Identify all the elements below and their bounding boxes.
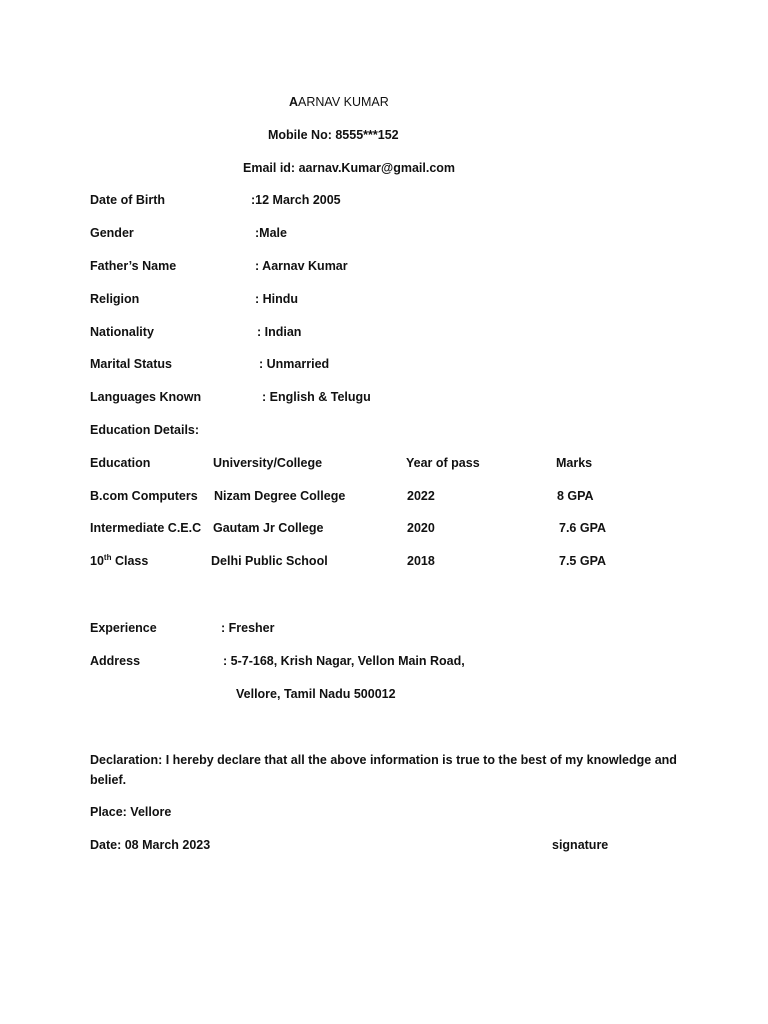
education-row-2-college: Gautam Jr College (213, 521, 324, 535)
dob-label: Date of Birth (90, 193, 165, 207)
mobile-number: Mobile No: 8555***152 (268, 128, 399, 142)
email-address: Email id: aarnav.Kumar@gmail.com (243, 161, 456, 175)
date-line: Date: 08 March 2023 (90, 838, 211, 852)
religion-value: : Hindu (255, 292, 299, 306)
education-row-1-year: 2022 (407, 489, 435, 503)
signature-label: signature (552, 838, 609, 852)
marks-column-header: Marks (556, 456, 593, 470)
applicant-name: AARNAV KUMAR (289, 95, 389, 109)
education-row-3-college: Delhi Public School (211, 554, 328, 568)
father-name-label: Father’s Name (90, 259, 177, 273)
education-row-3-year: 2018 (407, 554, 435, 568)
nationality-value: : Indian (257, 325, 302, 339)
education-row-2-year: 2020 (407, 521, 435, 535)
father-name-value: : Aarnav Kumar (255, 259, 348, 273)
gender-value: :Male (255, 226, 287, 240)
education-row-2-marks: 7.6 GPA (559, 521, 607, 535)
place-line: Place: Vellore (90, 805, 172, 819)
declaration-text: Declaration: I hereby declare that all the above information is true to the best of my knowledge and belief. (90, 753, 677, 787)
college-column-header: University/College (213, 456, 323, 470)
experience-value: : Fresher (221, 621, 275, 635)
address-label: Address (90, 654, 141, 668)
address-line-1: : 5-7-168, Krish Nagar, Vellon Main Road, (223, 654, 465, 668)
experience-label: Experience (90, 621, 157, 635)
marital-status-value: : Unmarried (259, 357, 330, 371)
education-row-3-marks: 7.5 GPA (559, 554, 607, 568)
education-column-header: Education (90, 456, 151, 470)
marital-status-label: Marital Status (90, 357, 172, 371)
languages-label: Languages Known (90, 390, 202, 404)
nationality-label: Nationality (90, 325, 154, 339)
education-row-1-marks: 8 GPA (557, 489, 594, 503)
address-line-2: Vellore, Tamil Nadu 500012 (236, 687, 396, 701)
year-column-header: Year of pass (406, 456, 480, 470)
education-row-1-course: B.com Computers (90, 489, 198, 503)
education-row-3-course: 10th Class (90, 552, 149, 568)
education-row-2-course: Intermediate C.E.C (90, 521, 202, 535)
religion-label: Religion (90, 292, 140, 306)
education-heading: Education Details: (90, 423, 200, 437)
languages-value: : English & Telugu (262, 390, 371, 404)
dob-value: :12 March 2005 (251, 193, 341, 207)
education-row-1-college: Nizam Degree College (214, 489, 346, 503)
gender-label: Gender (90, 226, 134, 240)
